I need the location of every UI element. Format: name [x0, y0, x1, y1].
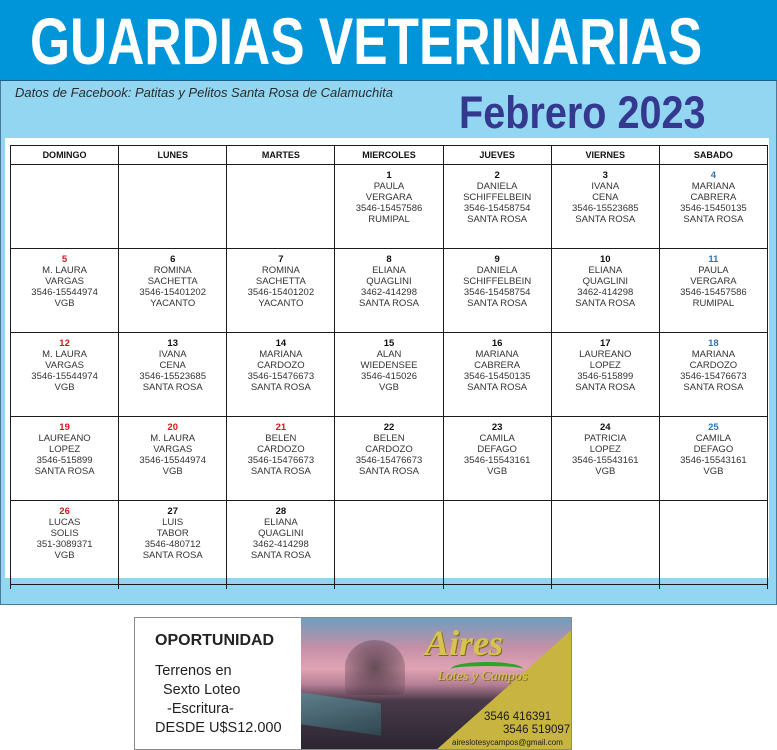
day-number: 13: [167, 338, 178, 349]
vet-phone: 3546-515899: [36, 455, 93, 466]
vet-first-name: MARIANA: [259, 349, 303, 360]
vet-last-name: CABRERA: [474, 360, 521, 371]
vet-location: VGB: [703, 466, 724, 477]
vet-last-name: LOPEZ: [589, 444, 621, 455]
vet-last-name: VARGAS: [45, 360, 85, 371]
vet-phone: 3546-15457586: [355, 203, 423, 214]
vet-first-name: LAUREANO: [38, 433, 91, 444]
vet-phone: 3546-15543161: [571, 455, 639, 466]
page-title: GUARDIAS VETERINARIAS: [30, 4, 703, 78]
vet-first-name: MARIANA: [475, 349, 519, 360]
empty-day-cell: [11, 585, 119, 589]
ad-body: [155, 662, 282, 738]
vet-location: VGB: [595, 466, 616, 477]
day-number: 22: [383, 422, 395, 433]
day-cell: [659, 249, 767, 333]
vet-first-name: CAMILA: [695, 433, 732, 444]
week-row: [11, 165, 768, 249]
day-number: 19: [59, 422, 70, 433]
vet-last-name: VARGAS: [45, 276, 85, 287]
weekday-header: MIERCOLES: [335, 146, 443, 165]
vet-location: SANTA ROSA: [358, 298, 419, 309]
day-cell: [11, 249, 119, 333]
weekday-header: JUEVES: [443, 146, 551, 165]
empty-day-cell: [335, 501, 443, 585]
day-cell: [335, 333, 443, 417]
ad-heading: OPORTUNIDAD: [155, 632, 275, 649]
day-number: 15: [383, 338, 395, 349]
week-row: [11, 249, 768, 333]
day-cell: [443, 165, 551, 249]
vet-last-name: CARDOZO: [257, 360, 305, 371]
vet-first-name: PAULA: [373, 181, 405, 192]
day-number: 21: [275, 422, 287, 433]
vet-phone: 3546-15458754: [463, 203, 531, 214]
day-cell: [11, 417, 119, 501]
vet-phone: 3546-15543161: [463, 455, 531, 466]
day-number: 2: [494, 170, 500, 181]
day-cell: [119, 249, 227, 333]
vet-last-name: CARDOZO: [365, 444, 413, 455]
vet-last-name: QUAGLINI: [258, 528, 304, 539]
vet-phone: 3546-15450135: [463, 371, 531, 382]
vet-last-name: VARGAS: [153, 444, 193, 455]
vet-phone: 3462-414298: [577, 287, 634, 298]
vet-phone: 3546-15450135: [680, 203, 747, 214]
empty-day-cell: [551, 585, 659, 589]
empty-day-cell: [119, 585, 227, 589]
day-number: 16: [491, 338, 503, 349]
vet-location: VGB: [54, 550, 75, 561]
tree-silhouette: [345, 640, 405, 695]
vet-location: VGB: [54, 298, 75, 309]
vet-last-name: SCHIFFELBEIN: [463, 192, 532, 203]
vet-phone: 3546-15458754: [463, 287, 531, 298]
day-cell: [551, 417, 659, 501]
vet-location: SANTA ROSA: [467, 298, 528, 309]
vet-phone: 3546-15544974: [139, 455, 206, 466]
day-number: 12: [59, 338, 70, 349]
day-number: 27: [167, 506, 178, 517]
vet-first-name: DANIELA: [476, 181, 518, 192]
day-cell: [335, 249, 443, 333]
vet-first-name: LUCAS: [48, 517, 81, 528]
vet-phone: 3546-15543161: [680, 455, 747, 466]
day-number: 23: [491, 422, 503, 433]
day-number: 9: [494, 254, 500, 265]
vet-last-name: TABOR: [156, 528, 189, 539]
source-credit: Datos de Facebook: Patitas y Pelitos Santa Rosa de Calamuchita: [15, 85, 393, 100]
day-cell: [335, 417, 443, 501]
day-number: 4: [710, 170, 717, 181]
vet-first-name: PAULA: [698, 265, 729, 276]
vet-last-name: DEFAGO: [693, 444, 734, 455]
vet-first-name: ELIANA: [372, 265, 406, 276]
vet-first-name: IVANA: [158, 349, 187, 360]
ad-phone: 3546 416391: [484, 711, 552, 723]
vet-location: SANTA ROSA: [142, 382, 203, 393]
vet-first-name: ROMINA: [261, 265, 300, 276]
vet-last-name: SACHETTA: [147, 276, 198, 287]
day-cell: [443, 333, 551, 417]
day-cell: [659, 417, 767, 501]
weekday-header: DOMINGO: [11, 146, 119, 165]
day-number: 17: [599, 338, 611, 349]
vet-phone: 3546-480712: [144, 539, 201, 550]
calendar-body: [11, 165, 768, 589]
weekday-header: SABADO: [659, 146, 767, 165]
day-cell: [11, 501, 119, 585]
empty-day-cell: [335, 585, 443, 589]
vet-first-name: CAMILA: [479, 433, 515, 444]
weekday-header: VIERNES: [551, 146, 659, 165]
week-row: [11, 417, 768, 501]
vet-first-name: BELEN: [373, 433, 405, 444]
day-number: 1: [386, 170, 392, 181]
day-cell: [227, 501, 335, 585]
vet-last-name: CARDOZO: [257, 444, 305, 455]
vet-first-name: PATRICIA: [584, 433, 627, 444]
ad-email: aireslotesycampos@gmail.com: [452, 738, 563, 747]
vet-last-name: SCHIFFELBEIN: [463, 276, 532, 287]
day-cell: [335, 165, 443, 249]
day-number: 8: [386, 254, 392, 265]
day-number: 10: [599, 254, 611, 265]
day-cell: [551, 333, 659, 417]
vet-location: SANTA ROSA: [575, 298, 636, 309]
vet-last-name: DEFAGO: [477, 444, 517, 455]
vet-first-name: IVANA: [591, 181, 620, 192]
vet-phone: 3546-15544974: [31, 371, 98, 382]
day-number: 5: [61, 254, 68, 265]
vet-first-name: MARIANA: [691, 349, 736, 360]
vet-phone: 3546-15476673: [355, 455, 423, 466]
day-cell: [659, 165, 767, 249]
empty-day-cell: [119, 165, 227, 249]
vet-last-name: QUAGLINI: [582, 276, 628, 287]
vet-last-name: CENA: [592, 192, 619, 203]
day-cell: [227, 249, 335, 333]
vet-last-name: CARDOZO: [689, 360, 738, 371]
day-cell: [119, 333, 227, 417]
vet-location: SANTA ROSA: [250, 466, 311, 477]
vet-first-name: ALAN: [376, 349, 402, 360]
day-number: 28: [275, 506, 287, 517]
vet-location: RUMIPAL: [692, 298, 735, 309]
vet-phone: 3546-15401202: [139, 287, 206, 298]
vet-phone: 3462-414298: [360, 287, 417, 298]
ad-body-line: Sexto Loteo: [163, 682, 241, 698]
vet-last-name: CABRERA: [690, 192, 737, 203]
aires-logo-subtitle: Lotes y Campos: [438, 669, 528, 684]
vet-location: SANTA ROSA: [358, 466, 419, 477]
vet-last-name: WIEDENSEE: [360, 360, 418, 371]
calendar-table: [10, 145, 768, 589]
ad-body-line: DESDE U$S12.000: [155, 720, 282, 736]
vet-first-name: M. LAURA: [42, 349, 87, 360]
vet-first-name: LAUREANO: [579, 349, 632, 360]
month-title: Febrero 2023: [459, 87, 706, 138]
vet-phone: 351-3089371: [36, 539, 93, 550]
vet-phone: 3546-15544974: [31, 287, 98, 298]
day-number: 18: [708, 338, 719, 349]
weekday-header-row: [11, 146, 768, 165]
vet-location: SANTA ROSA: [250, 382, 311, 393]
day-number: 6: [170, 254, 176, 265]
vet-last-name: LOPEZ: [48, 444, 81, 455]
vet-phone: 3546-15476673: [247, 455, 315, 466]
day-cell: [443, 249, 551, 333]
vet-first-name: ROMINA: [153, 265, 192, 276]
day-number: 25: [708, 422, 719, 433]
day-cell: [119, 501, 227, 585]
next-week-row-stub: [11, 585, 768, 589]
day-cell: [227, 333, 335, 417]
vet-first-name: DANIELA: [476, 265, 518, 276]
vet-location: SANTA ROSA: [467, 382, 528, 393]
vet-location: VGB: [487, 466, 508, 477]
vet-first-name: M. LAURA: [150, 433, 196, 444]
vet-phone: 3546-415026: [360, 371, 417, 382]
week-row: [11, 333, 768, 417]
vet-first-name: M. LAURA: [42, 265, 87, 276]
empty-day-cell: [551, 501, 659, 585]
vet-last-name: SACHETTA: [255, 276, 306, 287]
vet-phone: 3462-414298: [252, 539, 309, 550]
vet-location: SANTA ROSA: [34, 466, 95, 477]
vet-phone: 3546-15523685: [139, 371, 206, 382]
empty-day-cell: [443, 501, 551, 585]
vet-location: YACANTO: [150, 298, 196, 309]
vet-last-name: LOPEZ: [589, 360, 621, 371]
empty-day-cell: [659, 501, 767, 585]
empty-day-cell: [227, 585, 335, 589]
vet-first-name: ELIANA: [263, 517, 298, 528]
vet-location: SANTA ROSA: [575, 214, 636, 225]
vet-location: VGB: [162, 466, 183, 477]
ad-body-line: -Escritura-: [167, 701, 234, 717]
vet-last-name: SOLIS: [50, 528, 79, 539]
vet-phone: 3546-15523685: [571, 203, 639, 214]
day-cell: [11, 333, 119, 417]
vet-first-name: MARIANA: [691, 181, 736, 192]
day-cell: [551, 249, 659, 333]
vet-phone: 3546-15476673: [680, 371, 747, 382]
empty-day-cell: [443, 585, 551, 589]
vet-phone: 3546-15401202: [247, 287, 315, 298]
empty-day-cell: [11, 165, 119, 249]
day-number: 24: [599, 422, 611, 433]
day-cell: [443, 417, 551, 501]
empty-day-cell: [227, 165, 335, 249]
header-bar: [0, 0, 777, 81]
vet-location: SANTA ROSA: [142, 550, 203, 561]
vet-first-name: BELEN: [265, 433, 297, 444]
vet-phone: 3546-15476673: [247, 371, 315, 382]
weekday-header: MARTES: [227, 146, 335, 165]
vet-location: SANTA ROSA: [250, 550, 311, 561]
vet-location: RUMIPAL: [368, 214, 410, 225]
day-cell: [551, 165, 659, 249]
vet-location: SANTA ROSA: [575, 382, 636, 393]
day-number: 20: [167, 422, 178, 433]
ad-phone: 3546 519097: [503, 724, 571, 736]
day-number: 3: [602, 170, 608, 181]
vet-first-name: LUIS: [162, 517, 184, 528]
day-number: 7: [278, 254, 284, 265]
empty-day-cell: [659, 585, 767, 589]
weekday-header: LUNES: [119, 146, 227, 165]
vet-location: VGB: [378, 382, 400, 393]
aires-logo: Aires: [425, 623, 504, 663]
vet-phone: 3546-15457586: [680, 287, 747, 298]
day-number: 26: [59, 506, 70, 517]
vet-location: YACANTO: [258, 298, 304, 309]
day-number: 14: [275, 338, 287, 349]
ad-body-line: Terrenos en: [155, 663, 232, 679]
day-cell: [659, 333, 767, 417]
day-cell: [227, 417, 335, 501]
day-number: 11: [708, 254, 719, 265]
day-cell: [119, 417, 227, 501]
vet-last-name: CENA: [159, 360, 186, 371]
vet-last-name: VERGARA: [690, 276, 737, 287]
vet-last-name: VERGARA: [365, 192, 413, 203]
vet-last-name: QUAGLINI: [366, 276, 412, 287]
vet-location: SANTA ROSA: [467, 214, 528, 225]
vet-phone: 3546-515899: [577, 371, 634, 382]
vet-location: VGB: [54, 382, 75, 393]
vet-location: SANTA ROSA: [683, 382, 744, 393]
week-row: [11, 501, 768, 585]
ad-text-panel: [135, 618, 300, 750]
vet-location: SANTA ROSA: [683, 214, 744, 225]
advertisement-banner[interactable]: [134, 617, 572, 750]
vet-first-name: ELIANA: [588, 265, 623, 276]
